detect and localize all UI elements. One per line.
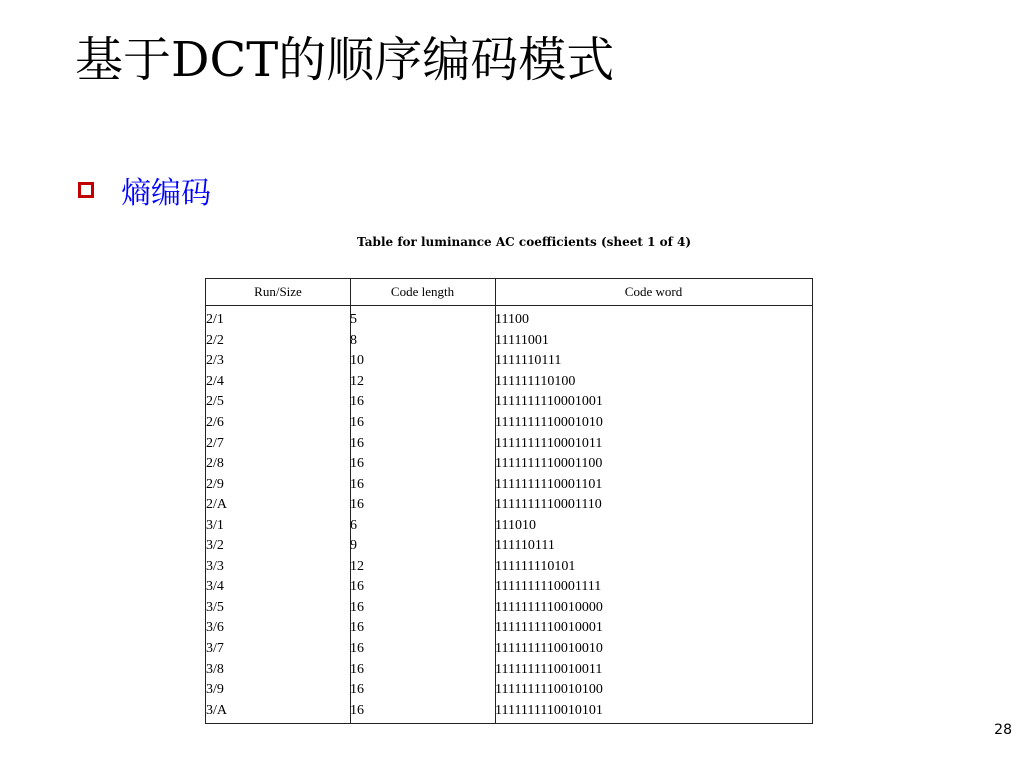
cell-code-length: 16 (350, 682, 364, 698)
table-row (206, 577, 812, 598)
cell-code-length: 16 (350, 456, 364, 472)
table-row (206, 639, 812, 660)
cell-code-length: 16 (350, 599, 364, 615)
cell-run-size: 3/1 (206, 517, 224, 533)
header-run-size: Run/Size (206, 279, 350, 306)
cell-code-length: 16 (350, 579, 364, 595)
table-row (206, 351, 812, 372)
cell-code-word: 1111111110010010 (495, 641, 603, 657)
cell-run-size: 2/6 (206, 415, 224, 430)
table-row (206, 495, 812, 516)
cell-run-size: 2/8 (206, 456, 224, 472)
cell-code-length: 16 (350, 497, 364, 513)
cell-run-size: 2/5 (206, 394, 224, 410)
page-number: 28 (994, 722, 1012, 738)
cell-code-word: 1111110111 (495, 353, 562, 369)
table-row (206, 372, 812, 393)
table-row (206, 331, 812, 352)
cell-code-length: 16 (350, 702, 364, 718)
cell-code-length: 16 (350, 641, 364, 657)
cell-code-word: 1111111110001110 (495, 497, 602, 513)
bullet-item (78, 168, 211, 212)
table-row (206, 680, 812, 701)
cell-run-size: 2/9 (206, 476, 224, 492)
cell-code-length: 16 (350, 620, 364, 636)
cell-run-size: 3/7 (206, 641, 224, 657)
cell-code-length: 16 (350, 415, 364, 430)
table-row (206, 598, 812, 619)
table-row (206, 700, 812, 721)
header-code-word: Code word (495, 279, 812, 306)
table-caption: Table for luminance AC coefficients (sheet 1 of 4) (357, 235, 692, 249)
cell-code-word: 1111111110010100 (495, 682, 603, 698)
cell-run-size: 2/A (206, 497, 227, 513)
table-row (206, 557, 812, 578)
slide-title: 基于DCT的顺序编码模式 (75, 32, 615, 88)
cell-code-length: 12 (350, 558, 364, 574)
cell-code-length: 6 (350, 517, 357, 533)
cell-code-length: 16 (350, 661, 364, 677)
cell-code-word: 111010 (495, 517, 536, 533)
luminance-ac-table (205, 278, 813, 724)
cell-run-size: 3/9 (206, 682, 224, 698)
table-row (206, 413, 812, 434)
hollow-square-bullet-icon (78, 182, 94, 198)
cell-run-size: 3/8 (206, 661, 224, 677)
cell-code-length: 16 (350, 476, 364, 492)
cell-code-word: 1111111110001010 (495, 415, 603, 430)
table-body (206, 306, 812, 721)
cell-run-size: 2/4 (206, 373, 224, 389)
cell-code-word: 11111001 (495, 332, 549, 348)
cell-code-word: 111110111 (495, 538, 555, 554)
cell-code-length: 9 (350, 538, 357, 554)
cell-code-word: 11100 (495, 312, 529, 328)
cell-code-word: 1111111110001001 (495, 394, 603, 410)
cell-code-length: 10 (350, 353, 364, 369)
table-row (206, 515, 812, 536)
cell-run-size: 3/3 (206, 558, 224, 574)
cell-run-size: 2/7 (206, 435, 224, 451)
bullet-text: 熵编码 (121, 176, 211, 211)
code-table (206, 279, 812, 721)
cell-code-word: 1111111110010011 (495, 661, 603, 677)
cell-code-word: 1111111110010000 (495, 599, 603, 615)
table-header-row (206, 279, 812, 306)
cell-run-size: 3/A (206, 702, 227, 718)
cell-code-length: 16 (350, 394, 364, 410)
cell-run-size: 3/6 (206, 620, 224, 636)
cell-code-word: 1111111110010101 (495, 702, 603, 718)
table-row (206, 536, 812, 557)
cell-code-word: 111111110101 (495, 558, 576, 574)
cell-code-length: 5 (350, 312, 357, 328)
table-row (206, 392, 812, 413)
cell-code-word: 1111111110001101 (495, 476, 603, 492)
cell-run-size: 3/2 (206, 538, 224, 554)
cell-code-word: 111111110100 (495, 373, 576, 389)
cell-code-length: 8 (350, 332, 357, 348)
cell-run-size: 3/5 (206, 599, 224, 615)
table-row (206, 454, 812, 475)
cell-code-word: 1111111110001111 (495, 579, 602, 595)
cell-code-word: 1111111110010001 (495, 620, 603, 636)
cell-code-word: 1111111110001100 (495, 456, 603, 472)
table-row (206, 618, 812, 639)
table-row (206, 474, 812, 495)
table-row (206, 433, 812, 454)
table-row (206, 306, 812, 331)
cell-run-size: 2/3 (206, 353, 224, 369)
table-row (206, 659, 812, 680)
cell-code-word: 1111111110001011 (495, 435, 603, 451)
cell-code-length: 12 (350, 373, 364, 389)
cell-run-size: 3/4 (206, 579, 224, 595)
cell-code-length: 16 (350, 435, 364, 451)
header-code-length: Code length (350, 279, 495, 306)
cell-run-size: 2/1 (206, 312, 224, 328)
cell-run-size: 2/2 (206, 332, 224, 348)
